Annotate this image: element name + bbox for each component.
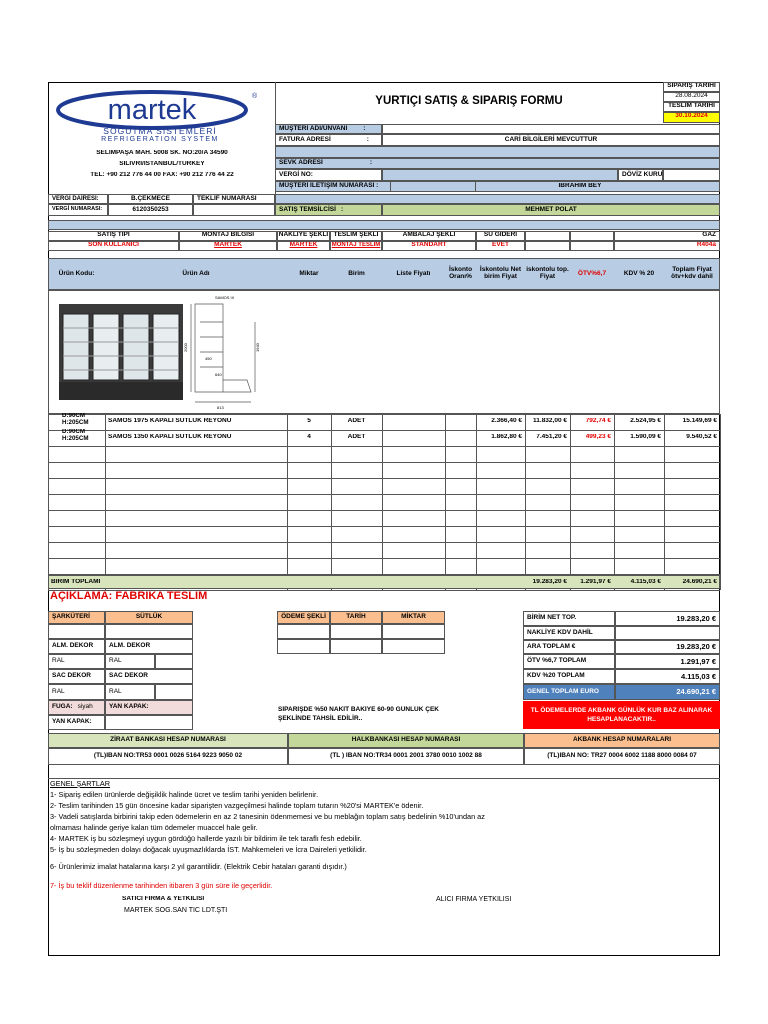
- payment-amount-label: MİKTAR: [382, 611, 445, 624]
- yan-kapak-label: YAN KAPAK:: [105, 700, 193, 715]
- conditions-title: GENEL ŞARTLAR: [50, 779, 111, 788]
- dim-depth-2: 640: [215, 372, 222, 377]
- col-name: Ürün Adı: [182, 269, 210, 277]
- unit-totals-grand: 24.690,21 €: [682, 579, 717, 585]
- ral-4: RAL: [105, 684, 155, 700]
- packing-label: AMBALAJ ŞEKLİ: [382, 231, 476, 241]
- summary-otv-label: ÖTV %6,7 TOPLAM: [523, 654, 615, 669]
- condition-7: 7- İş bu teklif düzenlenme tarihinden itibaren 3 gün süre ile geçerlidir.: [50, 881, 273, 890]
- table-row-line: [48, 542, 720, 543]
- summary-otv-value: 1.291,97 €: [615, 654, 720, 669]
- col-grand: Toplam Fiyat ötv+kdv dahil: [671, 266, 713, 280]
- seller-label: SATICI FİRMA & YETKİLİSİ: [122, 896, 205, 902]
- ral-3: RAL: [48, 684, 105, 700]
- model-label: SAMOS III: [215, 295, 234, 300]
- item-2-qty[interactable]: 4: [307, 434, 311, 440]
- payment-note: SİPARİŞDE %50 NAKİT BAKİYE 60-90 GÜNLÜK ÇEK ŞEKLİNDE TAHSİL EDİLİR..: [278, 706, 439, 722]
- payment-cell[interactable]: [330, 624, 382, 639]
- company-address-2: SİLİVRİ/İSTANBUL/TURKEY: [119, 161, 205, 167]
- packing-value[interactable]: STANDART: [382, 241, 476, 251]
- unit-totals-disc: 19.283,20 €: [532, 579, 567, 585]
- payment-cell[interactable]: [277, 639, 330, 654]
- gas-value[interactable]: R404a: [614, 241, 720, 251]
- summary-grand-value: 24.690,21 €: [615, 684, 720, 700]
- company-phone: TEL: +90 212 776 44 00 FAX: +90 212 776 44 22: [90, 172, 234, 178]
- yan-kapak-label-2: YAN KAPAK:: [48, 715, 105, 730]
- drain-label: SU GİDERİ: [476, 231, 525, 241]
- shipping-label: NAKLİYE ŞEKLİ: [277, 231, 330, 241]
- tax-number-value: 6120350253: [108, 204, 193, 216]
- akbank-label: AKBANK HESAP NUMARALARI: [524, 733, 720, 748]
- col-kdv: KDV % 20: [623, 269, 655, 277]
- tagline-en: REFRIGERATION SYSTEM: [101, 136, 219, 143]
- condition-5: 5- İş bu sözleşmeden dolayı doğacak uyuşmazlıklarda İST. Mahkemeleri ve İcra Daireleri yetkilidir.: [50, 845, 367, 854]
- delivery-date-label: TESLİM TARİHİ: [663, 102, 720, 112]
- seller-name: MARTEK SOĞ.SAN TİC LDT.ŞTİ: [124, 907, 228, 914]
- condition-4: 4- MARTEK iş bu sözleşmeyi uygun gördüğü hallerde yazılı bir bildirim ile tek taraflı fesh edebilir.: [50, 834, 362, 843]
- company-address-1: SELİMPAŞA MAH. 5008 SK. NO:20/A 34590: [96, 150, 228, 156]
- summary-kdv-value: 4.115,03 €: [615, 669, 720, 684]
- payment-method-label: ÖDEME ŞEKLİ: [277, 611, 330, 624]
- dim-height: 2000: [183, 343, 188, 352]
- invoice-address-label: FATURA ADRESİ :: [275, 134, 382, 146]
- condition-3b: olmaması halinde geriye kalan tüm ödemeler muaccel hale gelir.: [50, 823, 258, 832]
- sales-rep-value[interactable]: MEHMET POLAT: [382, 204, 720, 216]
- tax-office-value: B.ÇEKMECE: [108, 194, 193, 204]
- col-qty: Miktar: [299, 269, 319, 277]
- sales-rep-label: SATIŞ TEMSİLCİSİ :: [275, 204, 382, 216]
- col-discount-rate: İskonto Oranı%: [448, 266, 473, 280]
- table-row-line: [48, 510, 720, 511]
- delivery-date: 30.10.2024: [663, 112, 720, 123]
- summary-ship-label: NAKLİYE KDV DAHİL: [523, 626, 615, 640]
- order-date-label: SİPARİŞ TARİHİ: [663, 82, 720, 92]
- unit-totals-kdv: 4.115,03 €: [630, 579, 661, 585]
- col-unit: Birim: [348, 269, 365, 277]
- sale-type-label: SATIŞ TİPİ: [48, 231, 179, 241]
- payment-cell[interactable]: [330, 639, 382, 654]
- delivery-value[interactable]: MONTAJ TESLİM: [330, 241, 382, 251]
- col-otv: ÖTV%6,7: [577, 269, 607, 277]
- item-1-code: D:90CM H:205CM: [62, 413, 89, 426]
- item-2-net-unit: 1.862,80 €: [491, 434, 522, 440]
- sutluk-field[interactable]: [105, 624, 193, 639]
- summary-ship-field[interactable]: [615, 626, 720, 640]
- condition-6: 6- Ürünlerimiz imalat hatalarına karşı 2 yıl garantilidir. (Elektrik Cebir hataları garanti dışıdır.): [50, 862, 347, 871]
- summary-net-value: 19.283,20 €: [615, 611, 720, 626]
- table-row-line: [48, 446, 720, 447]
- item-1-name[interactable]: SAMOS 1975 KAPALI SÜTLÜK REYONU: [108, 418, 232, 424]
- gas-label: GAZ: [614, 231, 720, 241]
- sarkuteri-label: ŞARKÜTERİ: [48, 611, 105, 624]
- akbank-iban[interactable]: (TL)IBAN NO: TR27 0004 6002 1188 8000 0084 07: [524, 748, 720, 765]
- buyer-label: ALICI FİRMA YETKİLİSİ: [436, 896, 512, 903]
- item-1-kdv: 2.524,95 €: [630, 418, 661, 424]
- delivery-label: TESLİM ŞEKLİ: [330, 231, 382, 241]
- ral-2-field[interactable]: [155, 654, 193, 669]
- item-2-code: D:90CM H:205CM: [62, 429, 89, 442]
- sutluk-label: SÜTLÜK: [105, 611, 193, 624]
- note-title: AÇIKLAMA: FABRİKA TESLİM: [50, 591, 208, 602]
- table-row-line: [48, 414, 720, 415]
- tax-no-field[interactable]: [382, 169, 618, 181]
- condition-2: 2- Teslim tarihinden 15 gün öncesine kadar siparişten vazgeçilmesi halinde toplam tutarın %20'si MARTEK'e ödenir.: [50, 801, 424, 810]
- drain-value[interactable]: EVET: [476, 241, 525, 251]
- form-title: YURTİÇİ SATIŞ & SİPARİŞ FORMU: [375, 95, 563, 107]
- sac-dekor-1: SAC DEKOR: [48, 669, 105, 684]
- halk-iban[interactable]: (TL ) IBAN NO:TR34 0001 2001 3780 0010 1002 88: [288, 748, 524, 765]
- table-row-line: [48, 462, 720, 463]
- table-row-line: [48, 558, 720, 559]
- shipping-address-label[interactable]: SEVK ADRESİ :: [275, 158, 720, 169]
- assembly-value[interactable]: MARTEK: [179, 241, 277, 251]
- table-row-line: [48, 430, 720, 431]
- logo-text: martek: [107, 94, 197, 126]
- item-2-otv: 499,23 €: [585, 434, 611, 440]
- col-list-price: Liste Fiyatı: [396, 269, 431, 277]
- alm-dekor-1: ALM. DEKOR: [48, 639, 105, 654]
- refrigerator-icon: [55, 292, 265, 412]
- logo-registered: ®: [252, 93, 258, 100]
- summary-sub-value: 19.283,20 €: [615, 640, 720, 654]
- summary-sub-label: ARA TOPLAM €: [523, 640, 615, 654]
- customer-name-label: MÜŞTERİ ADI/ÜNVANI :: [275, 124, 382, 134]
- sale-type-value[interactable]: SON KULLANICI: [48, 241, 179, 251]
- item-1-disc-total: 11.832,00 €: [533, 418, 567, 424]
- summary-grand-label: GENEL TOPLAM EURO: [523, 684, 615, 700]
- item-2-grand: 9.540,52 €: [686, 434, 717, 440]
- halk-label: HALKBANKASI HESAP NUMARASI: [288, 733, 524, 748]
- sac-dekor-2: SAC DEKOR: [105, 669, 193, 684]
- item-1-grand: 15.149,69 €: [682, 418, 717, 424]
- col-discount-total: iskontolu top. Fiyat: [526, 266, 569, 280]
- order-date: 28.08.2024: [663, 92, 720, 102]
- separator-row: [48, 220, 720, 230]
- currency-label: DÖVİZ KURU: [618, 169, 663, 181]
- blank-row: [275, 146, 720, 158]
- fuga-label: FUGA: siyah: [48, 700, 105, 715]
- col-net-unit: İskontolu Net birim Fiyat: [479, 266, 522, 280]
- ral-1: RAL: [48, 654, 105, 669]
- yan-kapak-field[interactable]: [105, 715, 193, 730]
- unit-totals-label: BİRİM TOPLAMI: [51, 579, 101, 585]
- tax-office-label: VERGİ DAİRESİ:: [48, 194, 108, 204]
- offer-no-label: TEKLİF NUMARASI: [193, 194, 275, 204]
- product-image: [55, 292, 265, 412]
- item-2-name[interactable]: SAMOS 1350 KAPALI SÜTLÜK REYONU: [108, 434, 232, 440]
- contact-value[interactable]: İBRAHİM BEY: [558, 183, 602, 189]
- table-row-line: [48, 478, 720, 479]
- ziraat-label: ZİRAAT BANKASI HESAP NUMARASI: [48, 733, 288, 748]
- condition-3a: 3- Vadeli satışlarda birbirini takip eden ödemelerin en az 2 tanesinin ödenmemesi ve bu meblağın toplam satış bedelinin %10'undan az: [50, 812, 485, 821]
- offer-no-field[interactable]: [275, 194, 720, 204]
- table-row-line: [48, 494, 720, 495]
- ziraat-iban[interactable]: (TL)IBAN NO:TR53 0001 0026 5164 9223 9050 02: [48, 748, 288, 765]
- dim-inner: 1940: [255, 343, 260, 352]
- ral-2: RAL: [105, 654, 155, 669]
- sarkuteri-field[interactable]: [48, 624, 105, 639]
- summary-kdv-label: KDV %20 TOPLAM: [523, 669, 615, 684]
- alm-dekor-2: ALM. DEKOR: [105, 639, 193, 654]
- tagline-tr: SOĞUTMA SİSTEMLERİ: [103, 127, 217, 136]
- currency-field[interactable]: [663, 169, 720, 181]
- item-2-disc-total: 7.451,20 €: [536, 434, 567, 440]
- assembly-label: MONTAJ BİLGİSİ: [179, 231, 277, 241]
- summary-net-label: BİRİM NET TOP.: [523, 611, 615, 626]
- table-col-line: [720, 414, 721, 590]
- table-col-line: [382, 414, 383, 590]
- item-1-unit: ADET: [347, 418, 366, 424]
- payment-cell[interactable]: [382, 624, 445, 639]
- dim-depth-1: 450: [205, 356, 212, 361]
- item-2-unit: ADET: [347, 434, 366, 440]
- dim-width: 813: [217, 405, 224, 410]
- col-code: Ürün Kodu:: [58, 269, 95, 277]
- payment-date-label: TARİH: [330, 611, 382, 624]
- table-col-line: [445, 414, 446, 590]
- fx-note: TL ÖDEMELERDE AKBANK GÜNLÜK KUR BAZ ALINARAK HESAPLANACAKTIR..: [523, 701, 720, 729]
- payment-cell[interactable]: [382, 639, 445, 654]
- shipping-value[interactable]: MARTEK: [277, 241, 330, 251]
- item-1-otv: 792,74 €: [585, 418, 611, 424]
- item-1-qty[interactable]: 5: [307, 418, 311, 424]
- customer-name-field[interactable]: [382, 124, 720, 134]
- tax-number-label: VERGİ NUMARASI:: [48, 204, 108, 216]
- blank-cell: [193, 204, 275, 216]
- tax-no-label: VERGİ NO:: [275, 169, 382, 181]
- condition-1: 1- Sipariş edilen ürünlerde değişiklik halinde ücret ve teslim tarihi yeniden belirlenir.: [50, 790, 319, 799]
- item-1-net-unit: 2.366,40 €: [491, 418, 522, 424]
- payment-cell[interactable]: [277, 624, 330, 639]
- unit-totals-otv: 1.291,97 €: [580, 579, 611, 585]
- contact-label: MÜŞTERİ İLETİŞİM NUMARASI :: [275, 181, 720, 192]
- ral-4-field[interactable]: [155, 684, 193, 700]
- invoice-address-value[interactable]: CARİ BİLGİLERİ MEVCUTTUR: [382, 134, 720, 146]
- table-col-line: [48, 414, 49, 590]
- item-2-kdv: 1.590,09 €: [630, 434, 661, 440]
- table-row-line: [48, 526, 720, 527]
